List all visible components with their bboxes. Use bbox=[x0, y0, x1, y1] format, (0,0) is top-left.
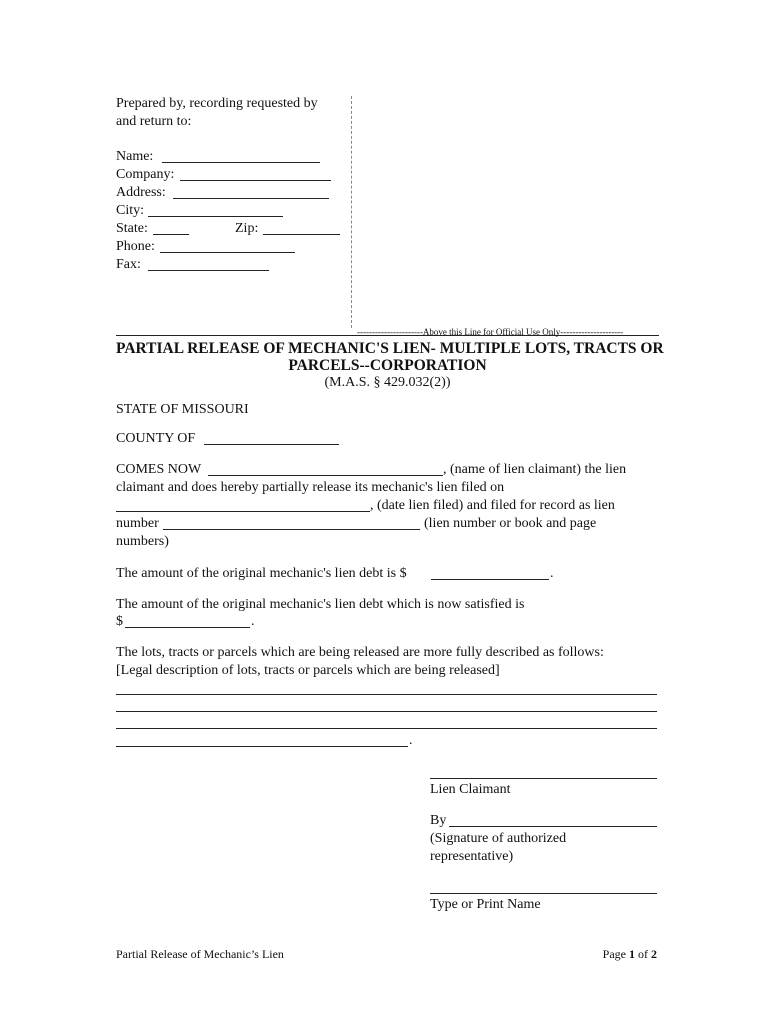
phone-label: Phone: bbox=[116, 239, 155, 254]
amount-original-end: . bbox=[550, 566, 554, 581]
date-lien-filed-field[interactable] bbox=[116, 511, 370, 512]
print-name-label: Type or Print Name bbox=[430, 897, 541, 912]
amount-original-text: The amount of the original mechanic's lien debt is $ bbox=[116, 566, 407, 581]
lien-number-label: number bbox=[116, 516, 159, 531]
signature-hint-line1: (Signature of authorized bbox=[430, 831, 567, 846]
legal-description-line-3[interactable] bbox=[116, 728, 657, 729]
lien-number-hint: (lien number or book and page bbox=[424, 516, 597, 531]
document-title-line2: PARCELS--CORPORATION bbox=[288, 357, 487, 374]
name-label: Name: bbox=[116, 149, 154, 164]
prepared-by-line2: and return to: bbox=[116, 114, 192, 129]
zip-field[interactable] bbox=[263, 234, 340, 235]
fax-label: Fax: bbox=[116, 257, 141, 272]
amount-satisfied-end: . bbox=[251, 614, 255, 629]
legal-description-end: . bbox=[409, 733, 413, 748]
name-field[interactable] bbox=[162, 162, 320, 163]
county-label: COUNTY OF bbox=[116, 431, 196, 446]
lien-claimant-label: Lien Claimant bbox=[430, 782, 511, 797]
comes-now-line2: claimant and does hereby partially release its mechanic's lien filed on bbox=[116, 480, 505, 495]
page-indicator bbox=[603, 946, 657, 963]
comes-now-lead: COMES NOW bbox=[116, 462, 202, 477]
official-use-rule bbox=[116, 335, 659, 336]
state-label: State: bbox=[116, 221, 148, 236]
zip-label: Zip: bbox=[235, 221, 259, 236]
lien-number-field[interactable] bbox=[163, 529, 420, 530]
county-field[interactable] bbox=[204, 444, 339, 445]
prepared-by-line1: Prepared by, recording requested by bbox=[116, 96, 318, 111]
amount-satisfied-field[interactable] bbox=[125, 627, 250, 628]
page-total: 2 bbox=[651, 947, 657, 961]
lots-description-line1: The lots, tracts or parcels which are being released are more fully described as follows: bbox=[116, 645, 604, 660]
amount-satisfied-dollar: $ bbox=[116, 614, 123, 629]
page-of: of bbox=[638, 947, 648, 961]
state-of-line: STATE OF MISSOURI bbox=[116, 402, 249, 417]
footer-title: Partial Release of Mechanic’s Lien bbox=[116, 947, 284, 961]
fax-field[interactable] bbox=[148, 270, 269, 271]
official-use-notice: ----------------------Above this Line for Official Use Only--------------------- bbox=[357, 327, 624, 337]
address-field[interactable] bbox=[173, 198, 329, 199]
signature-hint-line2: representative) bbox=[430, 849, 514, 864]
print-name-line[interactable] bbox=[430, 893, 657, 894]
comes-now-line5: numbers) bbox=[116, 534, 169, 549]
page-current: 1 bbox=[629, 947, 635, 961]
page-label: Page bbox=[602, 947, 626, 961]
address-label: Address: bbox=[116, 185, 166, 200]
legal-description-line-2[interactable] bbox=[116, 711, 657, 712]
lots-description-line2: [Legal description of lots, tracts or parcels which are being released] bbox=[116, 663, 500, 678]
city-field[interactable] bbox=[148, 216, 283, 217]
lien-claimant-hint: , (name of lien claimant) the lien bbox=[443, 462, 627, 477]
date-lien-filed-hint: , (date lien filed) and filed for record as lien bbox=[370, 498, 615, 513]
by-label: By bbox=[430, 813, 447, 828]
city-label: City: bbox=[116, 203, 145, 218]
legal-description-line-1[interactable] bbox=[116, 694, 657, 695]
amount-original-field[interactable] bbox=[431, 579, 549, 580]
lien-claimant-signature-line[interactable] bbox=[430, 778, 657, 779]
legal-description-line-4[interactable] bbox=[116, 746, 408, 747]
company-field[interactable] bbox=[180, 180, 331, 181]
by-signature-field[interactable] bbox=[449, 826, 657, 827]
document-title-line1: PARTIAL RELEASE OF MECHANIC'S LIEN- MULTIPLE LOTS, TRACTS OR bbox=[116, 340, 664, 357]
company-label: Company: bbox=[116, 167, 175, 182]
phone-field[interactable] bbox=[160, 252, 295, 253]
lien-claimant-name-field[interactable] bbox=[208, 475, 443, 476]
recording-area-divider bbox=[351, 96, 352, 328]
statute-reference: (M.A.S. § 429.032(2)) bbox=[324, 375, 451, 390]
state-field[interactable] bbox=[153, 234, 189, 235]
amount-satisfied-text: The amount of the original mechanic's lien debt which is now satisfied is bbox=[116, 597, 525, 612]
